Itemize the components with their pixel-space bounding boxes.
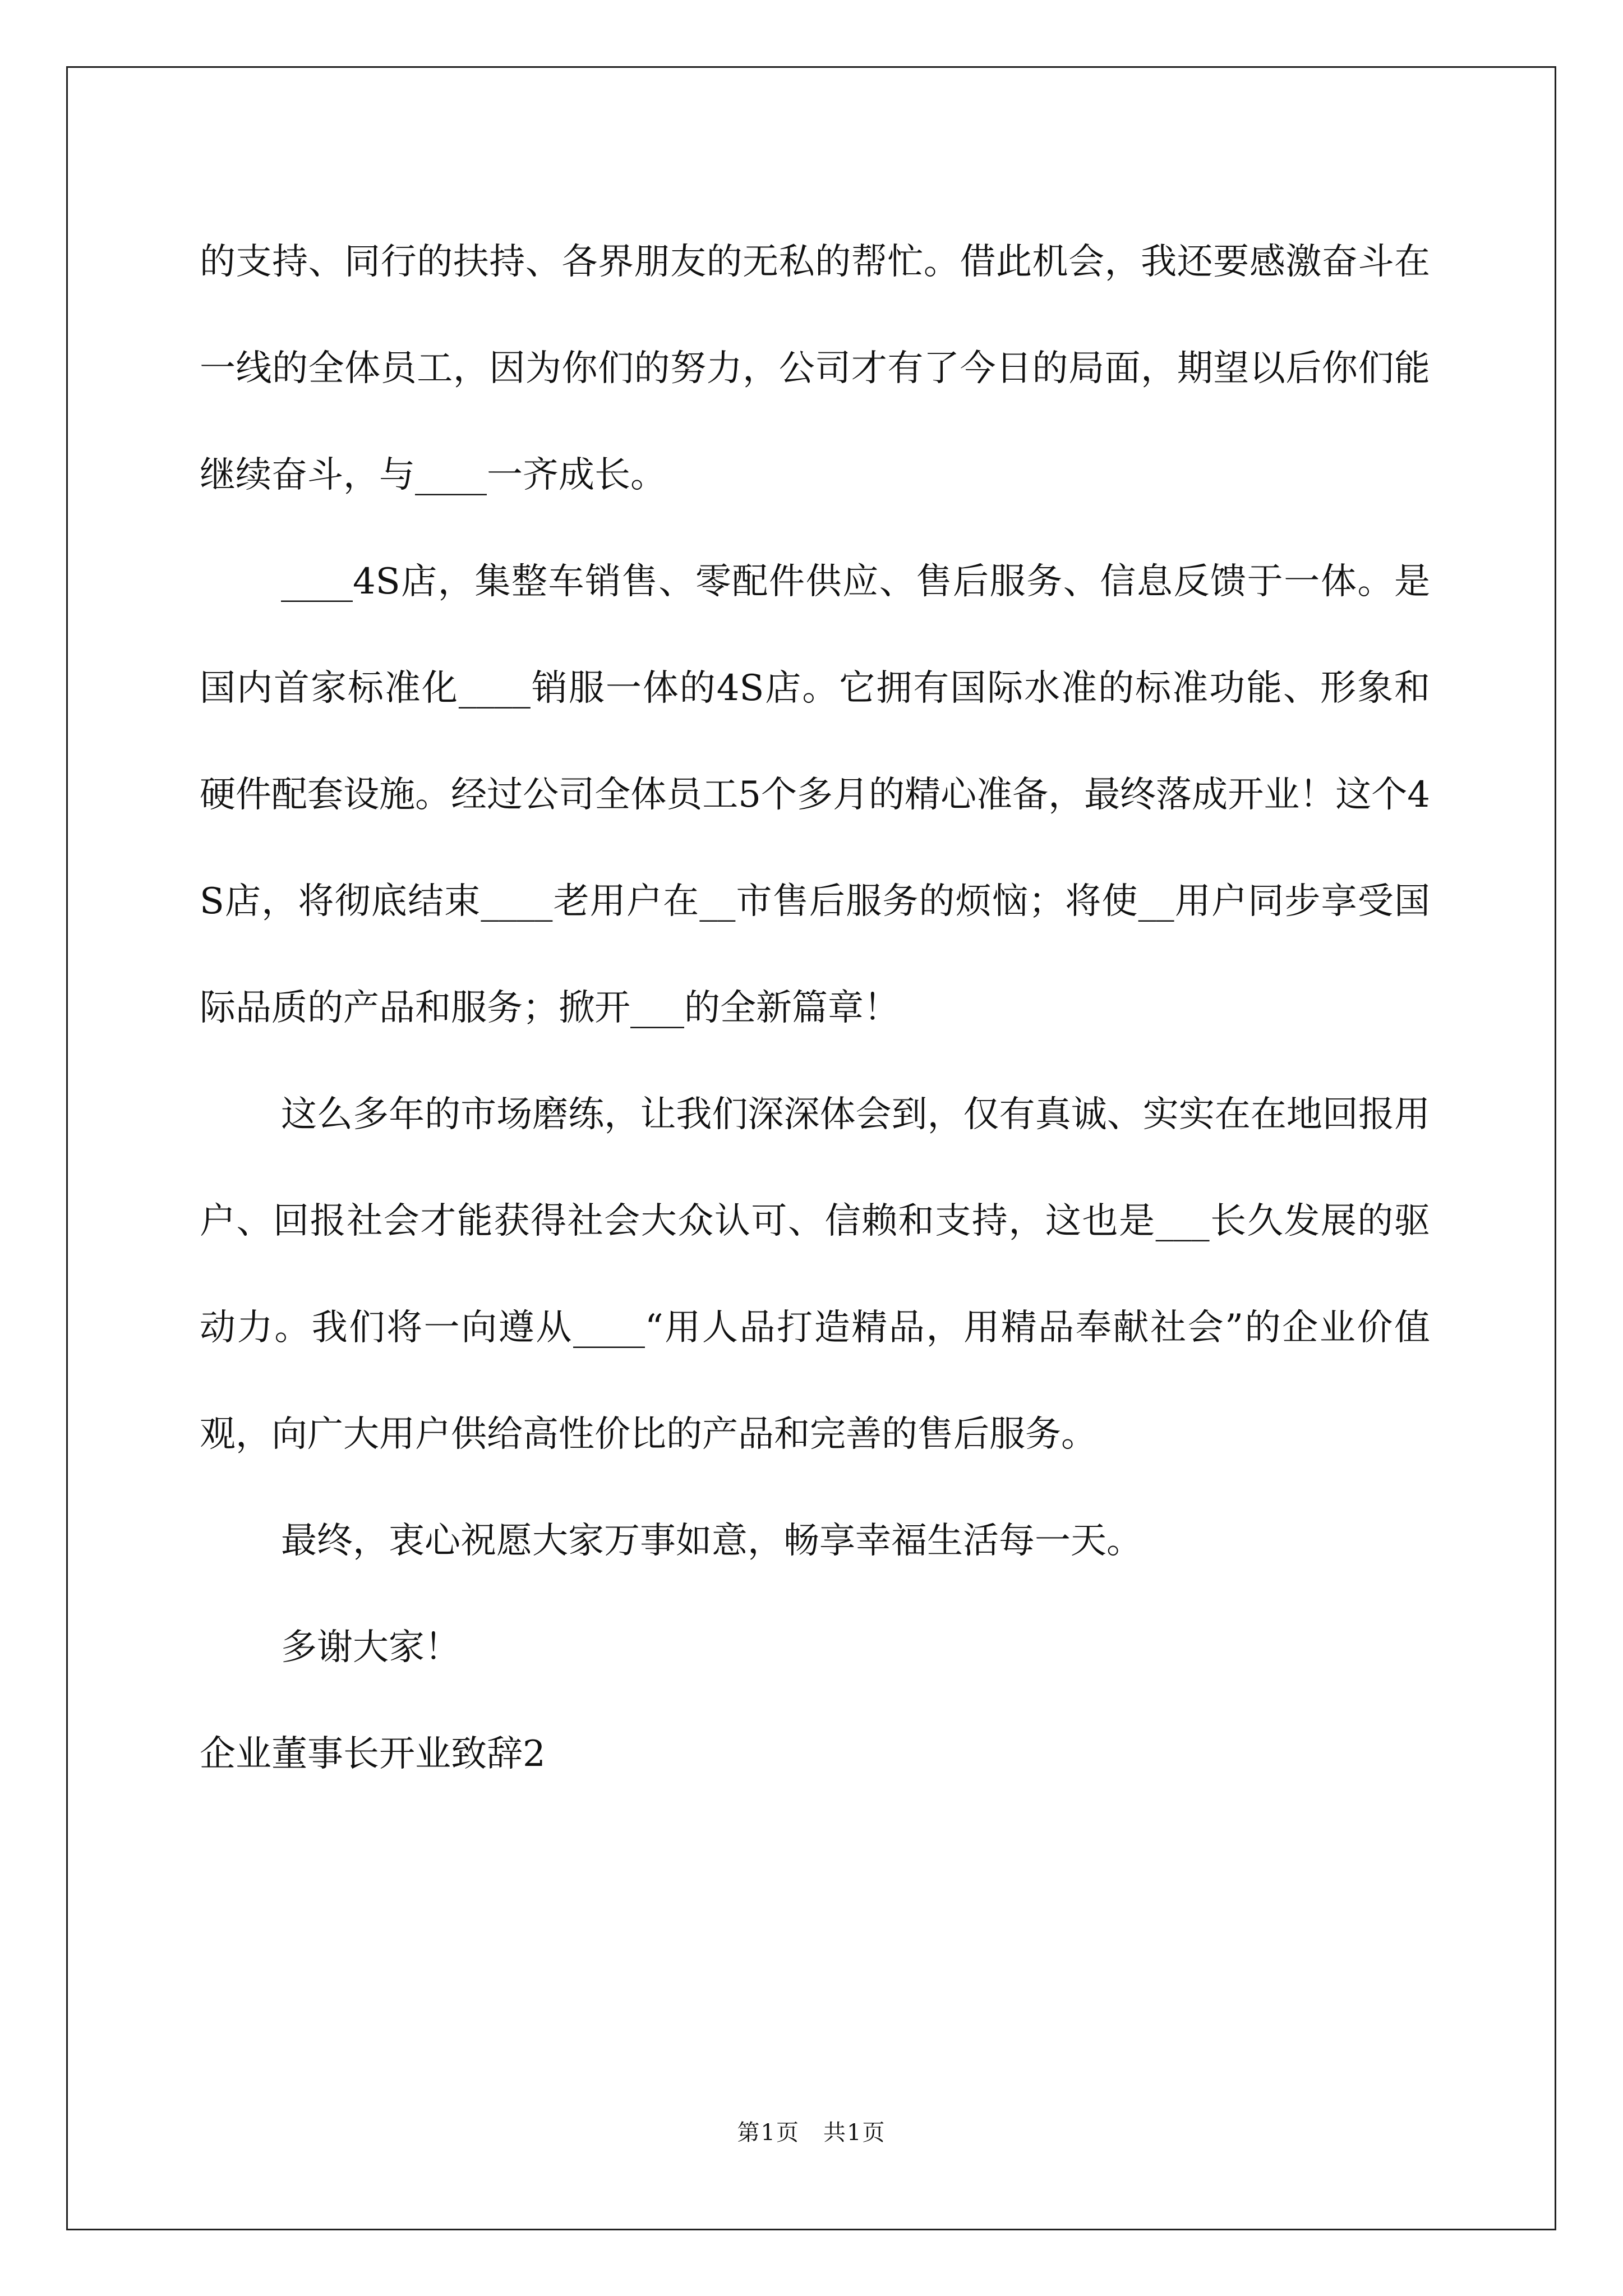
page-footer: 第1页 共1页: [737, 2120, 886, 2146]
paragraph-5: 多谢大家！: [281, 1627, 460, 1668]
section-heading: 企业董事长开业致辞2: [200, 1733, 546, 1775]
paragraph-4: 最终，衷心祝愿大家万事如意，畅享幸福生活每一天。: [281, 1520, 1142, 1562]
paragraph-2: ____4S店，集整车销售、零配件供应、售后服务、信息反馈于一体。是国内首家标准化____销服一体的4S店。它拥有国际水准的标准功能、形象和硬件配套设施。经过公司全体员工5个多月的精心准备，最终落成开业！这个4S店，将彻底结束____老用户在__市售后服务的烦恼；将使__用户同步享受国际品质的产品和服务；掀开___的全新篇章！: [200, 561, 1430, 1029]
document-body: [200, 209, 1430, 1807]
paragraph-3: 这么多年的市场磨练，让我们深深体会到，仅有真诚、实实在在地回报用户、回报社会才能获得社会大众认可、信赖和支持，这也是___长久发展的驱动力。我们将一向遵从____“用人品打造精品，用精品奉献社会”的企业价值观，向广大用户供给高性价比的产品和完善的售后服务。: [200, 1094, 1430, 1455]
paragraph-1: 的支持、同行的扶持、各界朋友的无私的帮忙。借此机会，我还要感激奋斗在一线的全体员工，因为你们的努力，公司才有了今日的局面，期望以后你们能继续奋斗，与____一齐成长。: [200, 241, 1430, 496]
